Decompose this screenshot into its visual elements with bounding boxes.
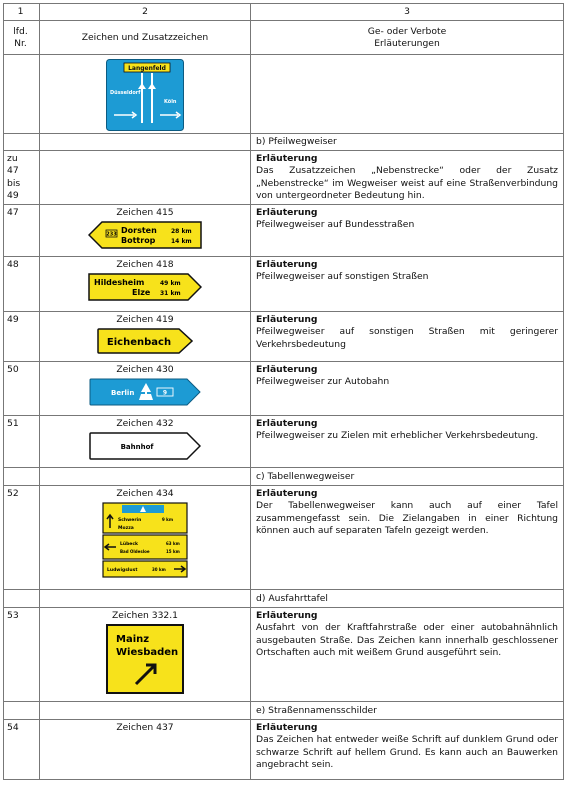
section-strassennamensschilder: e) Straßennamensschilder xyxy=(251,702,564,720)
header-col2: 2 xyxy=(40,4,251,21)
svg-text:Elze: Elze xyxy=(132,288,151,298)
sign-label: Zeichen 418 xyxy=(116,259,174,271)
row-text: Erläuterung Das Zeichen hat entweder weiße Schrift auf dunklem Grund oder schwarze Schrift auf hellem Grund. Es kann auch an Bauwerken angebracht sein. xyxy=(251,720,564,780)
row-text: Erläuterung Ausfahrt von der Kraftfahrstraße oder einer autobahnähnlich ausgebauten Straße. Das Zeichen kann innerhalb geschlossener Ortschaften auch mit weißem Grund ausgeführt sein. xyxy=(251,608,564,702)
table-row xyxy=(4,720,564,780)
section-row xyxy=(4,134,564,151)
sign-432-arrow xyxy=(89,432,201,460)
section-pfeilwegweiser: b) Pfeilwegweiser xyxy=(251,134,564,151)
header-erlaeuterungen: Ge- oder Verbote Erläuterungen xyxy=(251,21,564,55)
header-col1: 1 xyxy=(4,4,40,21)
sign-cell xyxy=(40,205,251,257)
sign-cell xyxy=(40,486,251,590)
table-row xyxy=(4,362,564,416)
svg-text:Köln: Köln xyxy=(164,99,177,106)
sign-label: Zeichen 419 xyxy=(116,314,174,326)
sign-415-arrow xyxy=(88,221,202,249)
row-text: Erläuterung Das Zusatzzeichen „Nebenstrecke“ oder der Zusatz „Nebenstrecke“ im Wegweiser weist auf eine Straßenverbindung von untergeordneter Bedeutung hin. xyxy=(251,151,564,205)
svg-text:Lübeck: Lübeck xyxy=(120,542,139,548)
header-lfd-nr: lfd. Nr. xyxy=(4,21,40,55)
row-nr: 48 xyxy=(4,257,40,312)
svg-text:Berlin: Berlin xyxy=(111,389,135,398)
table-row xyxy=(4,608,564,702)
section-row xyxy=(4,590,564,608)
header-row-labels xyxy=(4,21,564,55)
row-text: Erläuterung Der Tabellenwegweiser kann auch auf einer Tafel zusammengefasst sein. Die Zielangaben in einer Richtung können auch auf separaten Tafeln gezeigt werden. xyxy=(251,486,564,590)
row-nr: 52 xyxy=(4,486,40,590)
row-text: Erläuterung Pfeilwegweiser auf sonstigen Straßen mit geringerer Verkehrsbedeutung xyxy=(251,312,564,362)
row-nr: zu 47 bis 49 xyxy=(4,151,40,205)
sign-label: Zeichen 437 xyxy=(116,722,174,734)
header-zeichen: Zeichen und Zusatzzeichen xyxy=(40,21,251,55)
sign-label: Zeichen 430 xyxy=(116,364,174,376)
table-row xyxy=(4,151,564,205)
row-text: Erläuterung Pfeilwegweiser auf sonstigen Straßen xyxy=(251,257,564,312)
svg-text:Bahnhof: Bahnhof xyxy=(120,443,154,452)
svg-text:15 km: 15 km xyxy=(166,549,180,555)
row-nr: 54 xyxy=(4,720,40,780)
svg-text:Dorsten: Dorsten xyxy=(121,226,157,236)
svg-text:Bottrop: Bottrop xyxy=(121,236,156,246)
svg-text:Schwerin: Schwerin xyxy=(118,518,142,524)
row-nr: 47 xyxy=(4,205,40,257)
row-nr: 51 xyxy=(4,416,40,468)
row-text: Erläuterung Pfeilwegweiser zu Zielen mit erheblicher Verkehrsbedeutung. xyxy=(251,416,564,468)
sign-430-arrow xyxy=(89,378,201,406)
row-nr: 53 xyxy=(4,608,40,702)
row-nr: 50 xyxy=(4,362,40,416)
sign-label: Zeichen 432 xyxy=(116,418,174,430)
sign-cell xyxy=(40,362,251,416)
svg-text:31 km: 31 km xyxy=(160,290,181,298)
sign-label: Zeichen 332.1 xyxy=(111,610,179,622)
table-row xyxy=(4,486,564,590)
sign-cell xyxy=(40,720,251,780)
sign-434-table xyxy=(102,502,188,582)
svg-text:9: 9 xyxy=(162,389,168,397)
lane-guidance-sign xyxy=(106,59,184,131)
table-row xyxy=(4,312,564,362)
table-row xyxy=(4,257,564,312)
sign-label: Zeichen 415 xyxy=(116,207,174,219)
header-col3: 3 xyxy=(251,4,564,21)
svg-text:Langenfeld: Langenfeld xyxy=(128,65,166,73)
section-row xyxy=(4,468,564,486)
sign-332-1-exit xyxy=(106,624,184,694)
svg-text:Bad Oldesloe: Bad Oldesloe xyxy=(120,549,150,555)
sign-cell xyxy=(40,312,251,362)
svg-text:28 km: 28 km xyxy=(171,228,192,236)
table-row xyxy=(4,205,564,257)
svg-text:63 km: 63 km xyxy=(166,541,180,547)
svg-text:Hildesheim: Hildesheim xyxy=(94,278,145,288)
sign-418-arrow xyxy=(88,273,202,301)
section-row xyxy=(4,702,564,720)
sign-cell xyxy=(40,257,251,312)
row-nr: 49 xyxy=(4,312,40,362)
svg-text:30 km: 30 km xyxy=(152,567,166,573)
svg-text:49 km: 49 km xyxy=(160,280,181,288)
svg-text:Düsseldorf: Düsseldorf xyxy=(110,90,141,97)
sign-cell xyxy=(40,55,251,134)
table-row xyxy=(4,55,564,134)
svg-text:Ludwigslust: Ludwigslust xyxy=(107,568,138,574)
sign-419-arrow xyxy=(97,328,193,354)
svg-text:233: 233 xyxy=(106,231,117,238)
svg-text:14 km: 14 km xyxy=(171,238,192,246)
sign-cell xyxy=(40,416,251,468)
svg-text:Eichenbach: Eichenbach xyxy=(106,337,172,349)
row-text: Erläuterung Pfeilwegweiser zur Autobahn xyxy=(251,362,564,416)
svg-text:Mainz: Mainz xyxy=(116,634,150,646)
table-row xyxy=(4,416,564,468)
row-text: Erläuterung Pfeilwegweiser auf Bundesstraßen xyxy=(251,205,564,257)
svg-text:Wiesbaden: Wiesbaden xyxy=(116,647,179,659)
document-table xyxy=(3,3,564,780)
svg-text:Mozza: Mozza xyxy=(118,526,134,532)
sign-cell xyxy=(40,608,251,702)
svg-text:9 km: 9 km xyxy=(162,517,174,523)
section-ausfahrttafel: d) Ausfahrttafel xyxy=(251,590,564,608)
header-row-numbers xyxy=(4,4,564,21)
section-tabellenwegweiser: c) Tabellenwegweiser xyxy=(251,468,564,486)
sign-label: Zeichen 434 xyxy=(116,488,174,500)
